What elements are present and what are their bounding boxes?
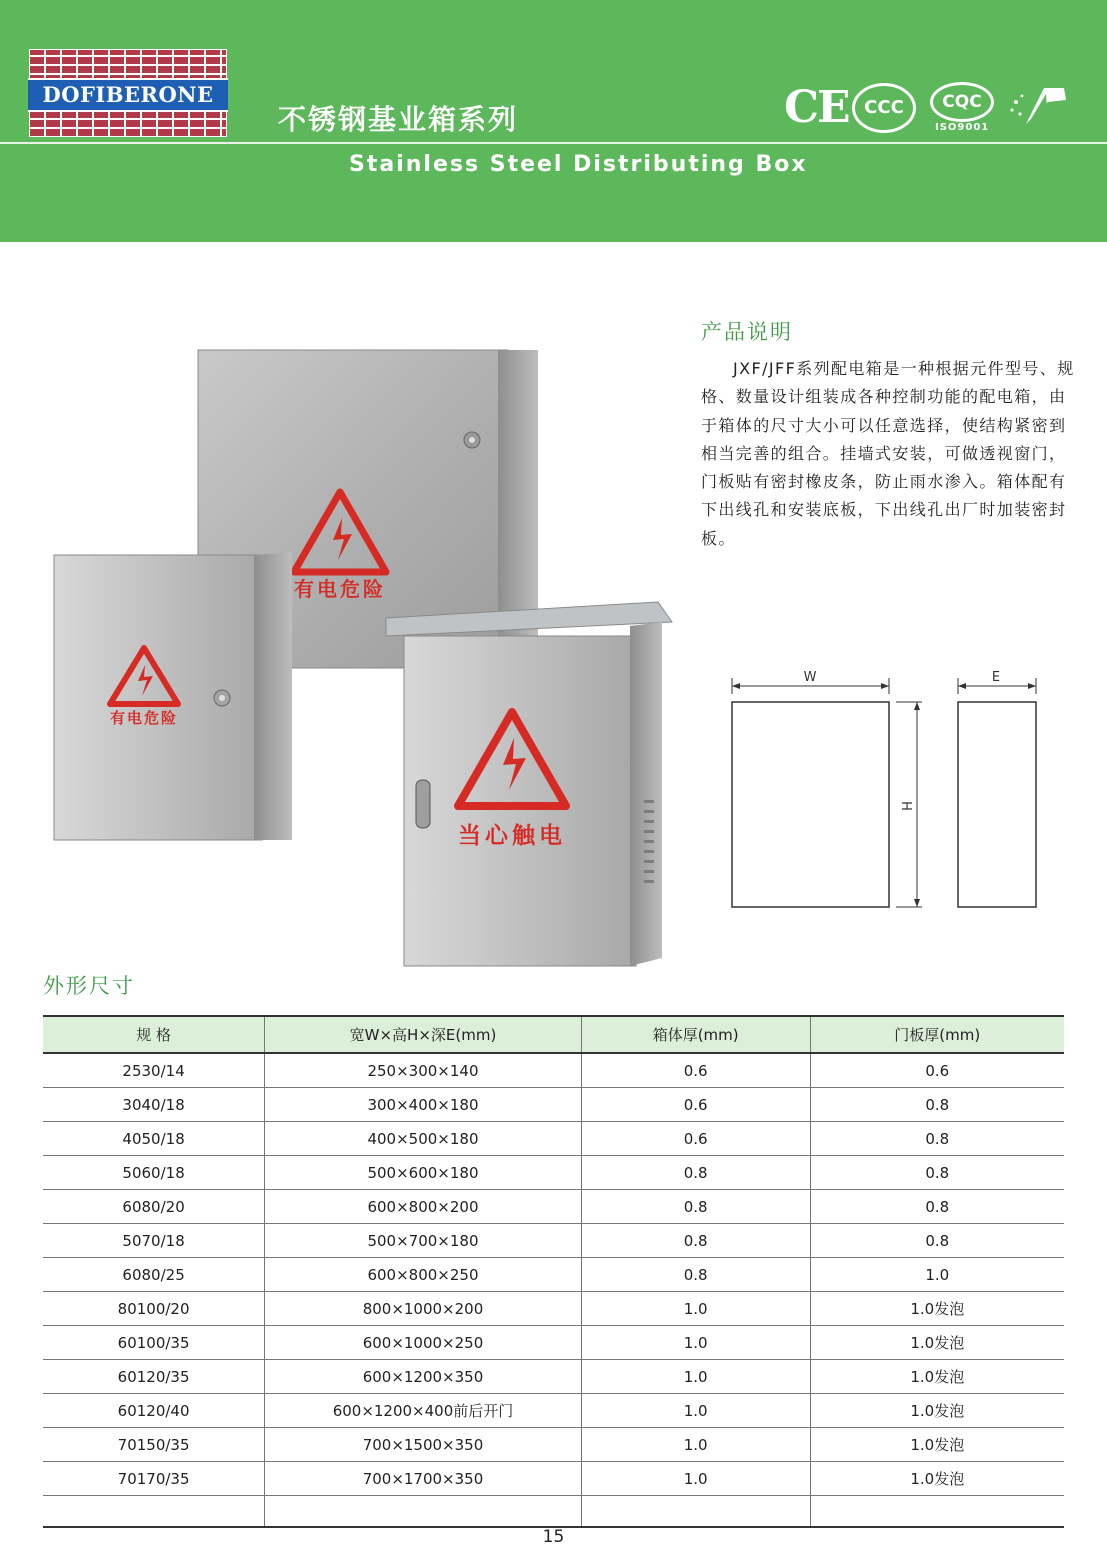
table-row [43,1360,1064,1394]
cell-model: 5060/18 [43,1156,265,1190]
table-row [43,1292,1064,1326]
cell-door-thickness: 1.0 [810,1258,1064,1292]
cell-size: 500×700×180 [265,1224,582,1258]
cell-size: 600×1000×250 [265,1326,582,1360]
side-view [958,702,1036,907]
outdoor-box-warning: 当心触电 [458,823,566,849]
cell-door-thickness: 0.8 [810,1190,1064,1224]
cell-size: 700×1500×350 [265,1428,582,1462]
cell-body-thickness: 0.8 [581,1190,810,1224]
page-number: 15 [542,1527,565,1547]
cell-body-thickness: 0.8 [581,1224,810,1258]
cell-size: 600×1200×350 [265,1360,582,1394]
cell-model: 60120/35 [43,1360,265,1394]
page-title-cn: 不锈钢基业箱系列 [278,103,519,136]
outdoor-box [386,602,672,966]
cell-door-thickness: 0.8 [810,1156,1064,1190]
table-row [43,1156,1064,1190]
cell-door-thickness: 1.0发泡 [810,1428,1064,1462]
cell-body-thickness: 0.6 [581,1122,810,1156]
dimensions-title: 外形尺寸 [43,974,135,998]
cell-size: 800×1000×200 [265,1292,582,1326]
header-door-thickness: 门板厚(mm) [810,1016,1064,1053]
cell-door-thickness: 0.8 [810,1224,1064,1258]
product-photo [40,340,690,975]
cell-door-thickness: 1.0发泡 [810,1394,1064,1428]
cell-size: 400×500×180 [265,1122,582,1156]
cell-model: 2530/14 [43,1053,265,1088]
cell-door-thickness: 0.6 [810,1053,1064,1088]
cell-body-thickness: 0.6 [581,1088,810,1122]
cell-body-thickness: 1.0 [581,1326,810,1360]
cqc-mark-icon: CQC [930,82,994,122]
table-row [43,1258,1064,1292]
header-size: 宽W×高H×深E(mm) [265,1016,582,1053]
h-label: H [898,801,913,811]
cell-door-thickness: 1.0发泡 [810,1360,1064,1394]
cell-size: 600×800×250 [265,1258,582,1292]
cell-size: 600×1200×400前后开门 [265,1394,582,1428]
table-header-row [43,1016,1064,1053]
cell-body-thickness: 1.0 [581,1462,810,1496]
table-row [43,1428,1064,1462]
large-box-warning: 有电危险 [294,577,386,601]
cell-size: 700×1700×350 [265,1462,582,1496]
cell-model: 70150/35 [43,1428,265,1462]
e-label: E [991,670,1001,685]
dimension-diagram [720,660,1050,920]
cell-model: 60120/40 [43,1394,265,1428]
iso-label: ISO9001 [935,122,990,133]
cell-body-thickness: 0.8 [581,1258,810,1292]
header-body-thickness: 箱体厚(mm) [581,1016,810,1053]
cell-model: 3040/18 [43,1088,265,1122]
cell-model: 80100/20 [43,1292,265,1326]
dimensions-table [43,1015,1064,1528]
header-divider [0,142,1107,144]
small-box-warning: 有电危险 [109,709,179,727]
cell-model: 70170/35 [43,1462,265,1496]
table-row [43,1462,1064,1496]
cell-model: 60100/35 [43,1326,265,1360]
header-band [0,0,1107,242]
table-row [43,1394,1064,1428]
cell-body-thickness: 0.6 [581,1053,810,1088]
cell-door-thickness: 1.0发泡 [810,1462,1064,1496]
header-model: 规 格 [43,1016,265,1053]
cell-model: 6080/20 [43,1190,265,1224]
cell-body-thickness: 0.8 [581,1156,810,1190]
cell-model: 5070/18 [43,1224,265,1258]
ccc-mark-icon: CCC [852,83,916,133]
front-view [732,702,889,907]
cell-size: 600×800×200 [265,1190,582,1224]
small-box [54,552,292,840]
table-row [43,1122,1064,1156]
ce-mark-icon: CE [784,82,849,133]
cell-size: 500×600×180 [265,1156,582,1190]
cell-body-thickness: 1.0 [581,1360,810,1394]
table-row [43,1224,1064,1258]
cell-door-thickness: 0.8 [810,1088,1064,1122]
description-title: 产品说明 [701,320,793,344]
table-empty-row [43,1496,1064,1528]
cell-size: 300×400×180 [265,1088,582,1122]
table-row [43,1326,1064,1360]
cell-body-thickness: 1.0 [581,1428,810,1462]
cell-door-thickness: 0.8 [810,1122,1064,1156]
cell-door-thickness: 1.0发泡 [810,1292,1064,1326]
cell-size: 250×300×140 [265,1053,582,1088]
w-label: W [803,670,817,685]
table-row [43,1190,1064,1224]
page-title-en: Stainless Steel Distributing Box [349,152,808,177]
description-body: JXF/JFF系列配电箱是一种根据元件型号、规格、数量设计组装成各种控制功能的配电箱，由于箱体的尺寸大小可以任意选择，使结构紧密到相当完善的组合。挂墙式安装，可做透视窗门，门板贴有密封橡皮条，防止雨水渗入。箱体配有下出线孔和安装底板，下出线孔出厂时加装密封板。 [701,359,1075,548]
cell-body-thickness: 1.0 [581,1394,810,1428]
cell-model: 4050/18 [43,1122,265,1156]
cell-body-thickness: 1.0 [581,1292,810,1326]
table-row [43,1088,1064,1122]
table-row [43,1053,1064,1088]
cell-model: 6080/25 [43,1258,265,1292]
cell-door-thickness: 1.0发泡 [810,1326,1064,1360]
logo-text: DOFIBERONE [28,78,228,112]
quality-mark-icon [1008,80,1068,130]
brand-logo [29,49,227,137]
